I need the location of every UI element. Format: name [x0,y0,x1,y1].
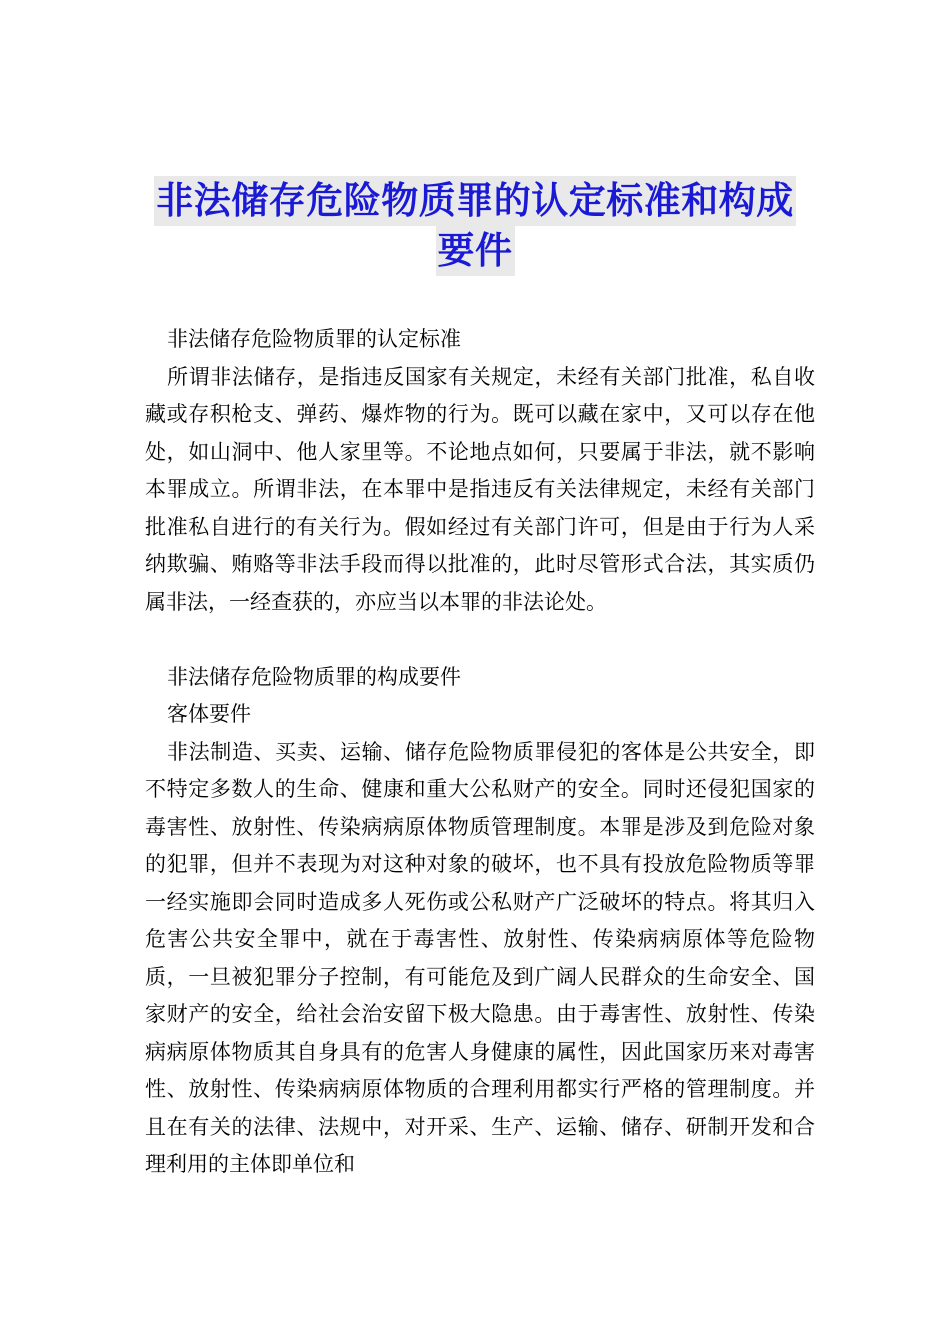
title-line-2: 要件 [436,226,515,276]
subheading-object-element: 客体要件 [167,702,251,726]
paragraph-object-element: 非法制造、买卖、运输、储存危险物质罪侵犯的客体是公共安全，即不特定多数人的生命、健康和重大公私财产的安全。同时还侵犯国家的毒害性、放射性、传染病病原体物质管理制度。本罪是涉及到危险对象的犯罪，但并不表现为对这种对象的破坏，也不具有投放危险物质等罪一经实施即会同时造成多人死伤或公私财产广泛破坏的特点。将其归入危害公共安全罪中，就在于毒害性、放射性、传染病病原体等危险物质，一旦被犯罪分子控制，有可能危及到广阔人民群众的生命安全、国家财产的安全，给社会治安留下极大隐患。由于毒害性、放射性、传染病病原体物质其自身具有的危害人身健康的属性，因此国家历来对毒害性、放射性、传染病病原体物质的合理利用都实行严格的管理制度。并且在有关的法律、法规中，对开采、生产、运输、储存、研制开发和合理利用的主体即单位和 [145,739,815,1176]
section-heading-standards: 非法储存危险物质罪的认定标准 [167,327,461,351]
title-line-1: 非法储存危险物质罪的认定标准和构成 [154,176,796,226]
document-body [145,321,815,1184]
blank-line [145,621,815,659]
paragraph-standards: 所谓非法储存，是指违反国家有关规定，未经有关部门批准，私自收藏或存积枪支、弹药、爆炸物的行为。既可以藏在家中，又可以存在他处，如山洞中、他人家里等。不论地点如何，只要属于非法，就不影响本罪成立。所谓非法，在本罪中是指违反有关法律规定，未经有关部门批准私自进行的有关行为。假如经过有关部门许可，但是由于行为人采纳欺骗、贿赂等非法手段而得以批准的，此时尽管形式合法，其实质仍属非法，一经查获的，亦应当以本罪的非法论处。 [145,364,815,614]
section-heading-elements: 非法储存危险物质罪的构成要件 [167,664,461,689]
document-title [120,176,830,276]
